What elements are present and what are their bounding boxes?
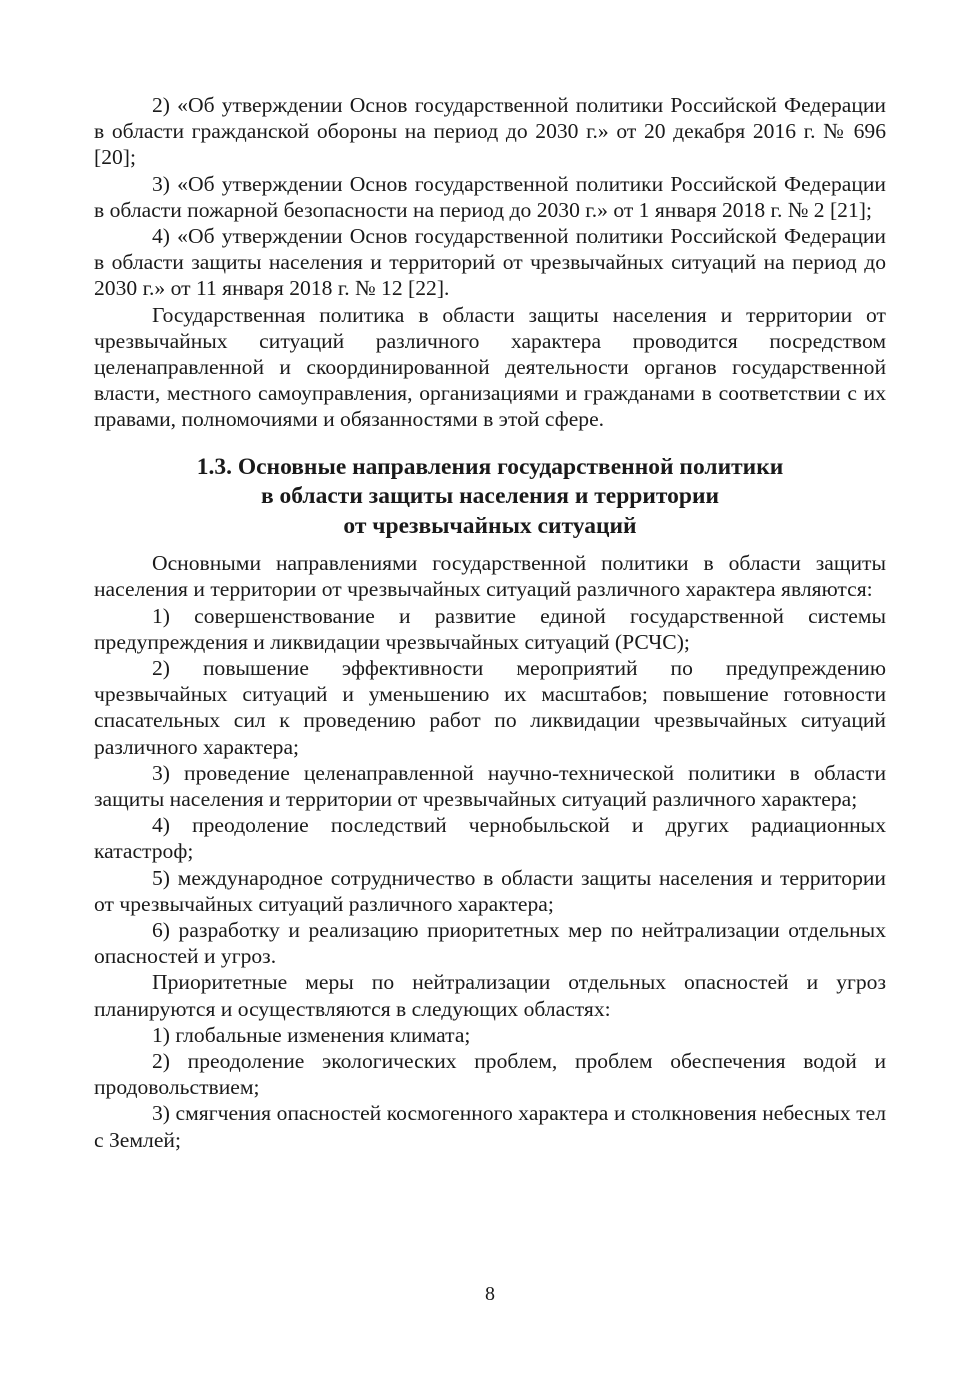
paragraph-decree-civil-defense: 2) «Об утверждении Основ государственной политики Российской Федерации в области гражданской обороны на период до 2030 г.» от 20 декабря 2016 г. № 696 [20]; [94, 93, 886, 170]
list-item-rschs-improvement: 1) совершенствование и развитие единой государственной системы предупреждения и ликвидации чрезвычайных ситуаций (РСЧС); [94, 603, 886, 654]
list-item-international-cooperation: 5) международное сотрудничество в области защиты населения и территории от чрезвычайных ситуаций различного характера; [94, 865, 886, 916]
list-item-cosmogenic-hazards: 3) смягчения опасностей космогенного характера и столкновения небесных тел с Землей; [94, 1101, 886, 1152]
list-item-science-policy: 3) проведение целенаправленной научно-технической политики в области защиты населения и территории от чрезвычайных ситуаций различного характера; [94, 760, 886, 811]
page-number: 8 [485, 1283, 495, 1305]
section-heading-line-3: от чрезвычайных ситуаций [343, 512, 637, 539]
document-page [94, 92, 886, 1153]
list-item-prevention-efficiency: 2) повышение эффективности мероприятий по предупреждению чрезвычайных ситуаций и уменьшению их масштабов; повышение готовности спасательных сил к проведению работ по ликвидации чрезвычайных ситуаций различного характера; [94, 655, 886, 759]
paragraph-main-directions-intro: Основными направлениями государственной политики в области защиты населения и территории от чрезвычайных ситуаций различного характера являются: [94, 551, 886, 602]
section-heading-line-2: в области защиты населения и территории [260, 483, 720, 510]
paragraph-decree-emergency-protection: 4) «Об утверждении Основ государственной политики Российской Федерации в области защиты населения и территорий от чрезвычайных ситуаций на период до 2030 г.» от 11 января 2018 г. № 12 [22]. [94, 224, 886, 301]
section-heading-line-1: 1.3. Основные направления государственной политики [196, 453, 784, 480]
list-item-radiation-disasters: 4) преодоление последствий чернобыльской и других радиационных катастроф; [94, 813, 886, 864]
paragraph-decree-fire-safety: 3) «Об утверждении Основ государственной политики Российской Федерации в области пожарной безопасности на период до 2030 г.» от 1 января 2018 г. № 2 [21]; [94, 171, 886, 222]
section-heading [94, 453, 886, 542]
list-item-ecological-problems: 2) преодоление экологических проблем, проблем обеспечения водой и продовольствием; [94, 1049, 886, 1100]
list-item-priority-measures: 6) разработку и реализацию приоритетных мер по нейтрализации отдельных опасностей и угроз. [94, 917, 886, 969]
paragraph-priority-areas-intro: Приоритетные меры по нейтрализации отдельных опасностей и угроз планируются и осуществляются в следующих областях: [94, 970, 886, 1021]
paragraph-state-policy-implementation: Государственная политика в области защиты населения и территории от чрезвычайных ситуаций различного характера проводится посредством целенаправленной и скоординированной деятельности органов государственной власти, местного самоуправления, организациями и гражданами в соответствии с их правами, полномочиями и обязанностями в этой сфере. [94, 302, 886, 432]
list-item-climate-change: 1) глобальные изменения климата; [152, 1022, 471, 1047]
